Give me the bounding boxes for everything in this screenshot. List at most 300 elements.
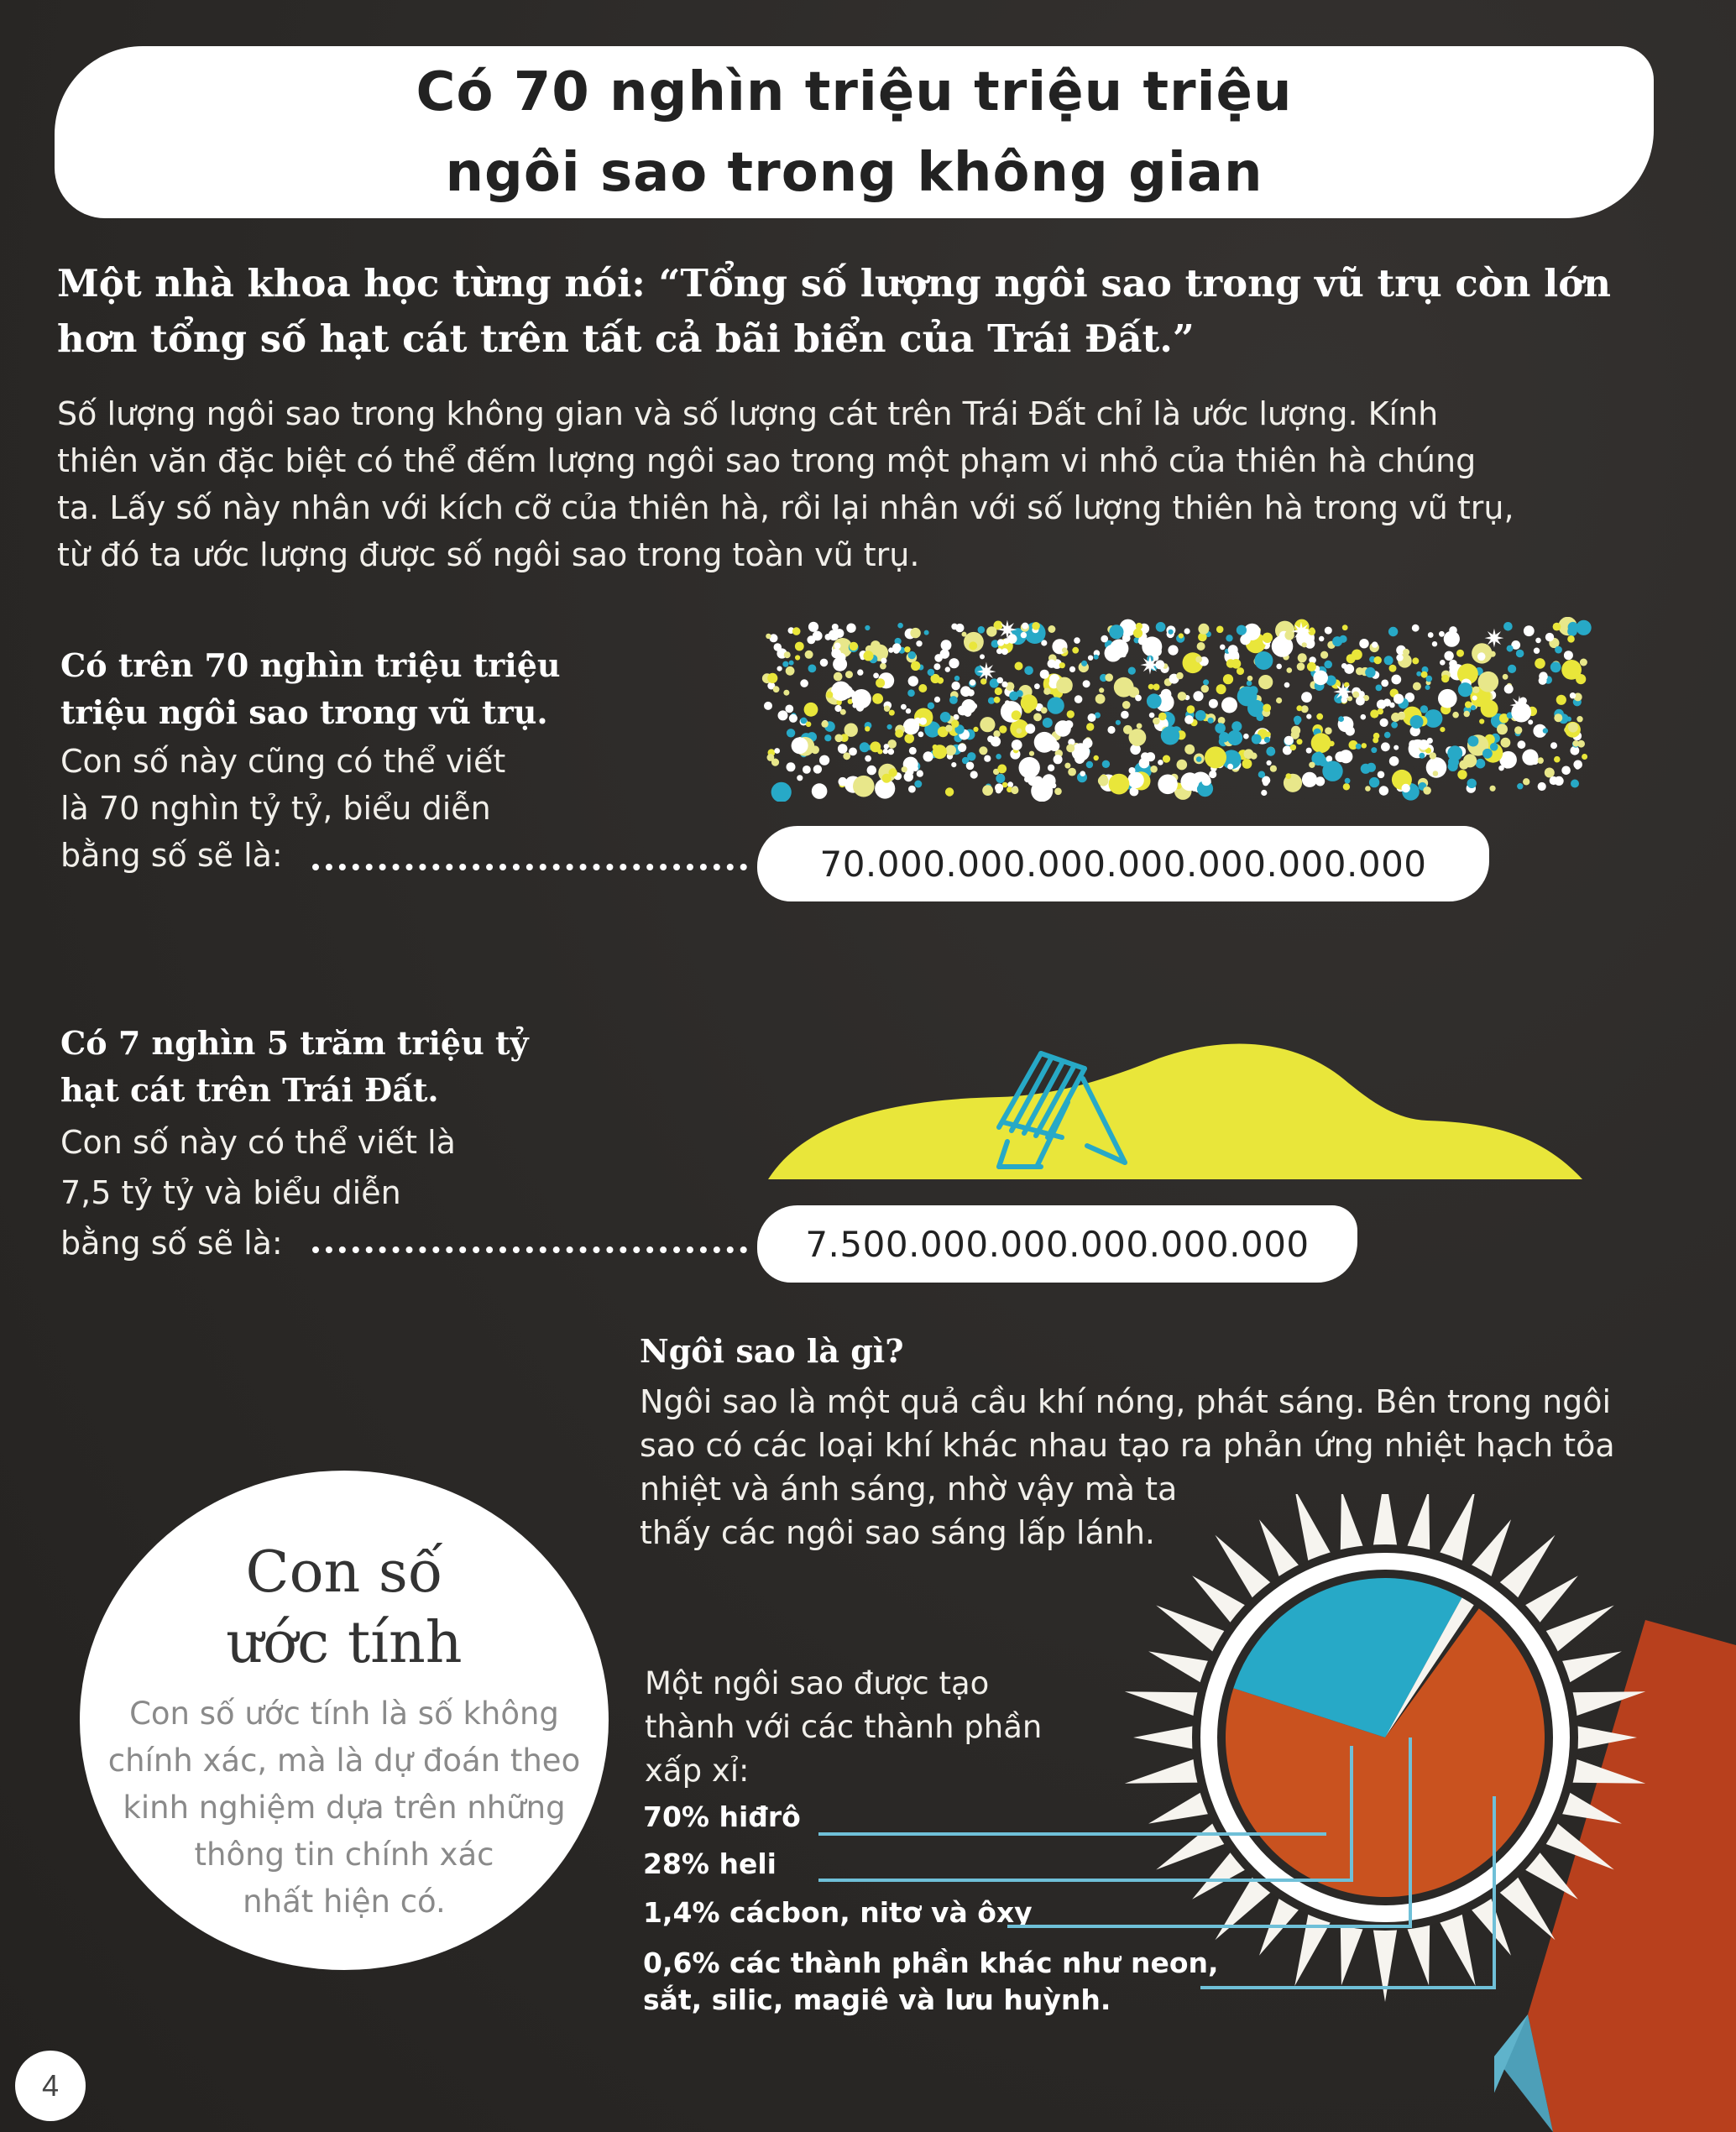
star-dot [1227, 764, 1233, 770]
star-dot [1374, 656, 1382, 664]
star-dot [1080, 771, 1085, 776]
estimate-line-4: thông tin chính xác [194, 1837, 494, 1873]
intro-line-1: Số lượng ngôi sao trong không gian và số lượng cát trên Trái Đất chỉ là ước lượng. Kính [57, 395, 1439, 432]
star-dot [1114, 677, 1134, 698]
star-dot [1110, 640, 1128, 658]
star-dot [1147, 693, 1162, 708]
star-dot [1179, 633, 1184, 638]
star-dot [1250, 753, 1257, 760]
star-dot [958, 744, 966, 752]
stars-block [60, 642, 581, 879]
star-dot [918, 731, 924, 737]
star-dot [1464, 711, 1470, 717]
star-dot [1287, 667, 1293, 673]
star-dot [1396, 654, 1403, 661]
star-dot [1572, 740, 1579, 747]
star-dot [994, 697, 1001, 703]
star-dot [873, 673, 879, 679]
star-dot [1545, 768, 1555, 778]
sparkle-star-icon: ✷ [1332, 678, 1354, 707]
star-dot [970, 771, 978, 778]
star-dot [1452, 712, 1459, 719]
star-dot [1184, 715, 1194, 724]
star-dot [1561, 766, 1571, 776]
star-dot [923, 751, 933, 761]
star-dot [808, 665, 817, 673]
star-dot [1193, 691, 1203, 701]
star-dot [1472, 687, 1479, 693]
star-dot [1389, 665, 1397, 672]
star-dot [1054, 755, 1063, 764]
star-dot [940, 712, 951, 723]
star-dot [801, 718, 808, 724]
star-dot [1196, 756, 1202, 762]
star-dot [849, 748, 857, 756]
star-dot [1054, 788, 1062, 796]
star-dot [962, 632, 967, 637]
star-dot [773, 686, 780, 692]
star-dot [1319, 636, 1324, 641]
star-dot [1297, 739, 1303, 745]
star-dot [1297, 662, 1305, 671]
stars-number-pill [757, 826, 1489, 901]
star-dot [1306, 714, 1311, 719]
star-dot [917, 770, 923, 776]
star-dot [1503, 674, 1509, 680]
star-dot [1290, 745, 1296, 750]
composition-intro-3: xấp xỉ: [645, 1753, 750, 1789]
star-dot [941, 640, 952, 651]
star-dot [904, 646, 910, 652]
star-dot [1356, 744, 1362, 750]
star-dot [852, 689, 871, 708]
star-dot [1517, 783, 1523, 789]
star-dot [766, 634, 771, 639]
star-dot [1122, 701, 1131, 709]
sand-block [60, 1020, 581, 1268]
star-dot [1176, 672, 1183, 679]
star-dot [1169, 630, 1174, 635]
composition-intro-2: thành với các thành phần [645, 1709, 1043, 1745]
star-dot [777, 666, 782, 671]
star-dot [1041, 707, 1048, 713]
star-dot [1501, 738, 1511, 748]
star-dot [1550, 661, 1561, 672]
star-dot [888, 749, 895, 755]
star-dot [786, 666, 795, 676]
star-dot [1284, 682, 1290, 688]
star-dot [1088, 713, 1096, 722]
star-dot [1023, 704, 1033, 713]
star-dot [1503, 622, 1513, 631]
star-dot [1242, 759, 1252, 769]
star-dot [1116, 720, 1121, 725]
star-dot [1231, 721, 1242, 731]
star-dot [771, 782, 792, 802]
star-dot [853, 776, 875, 797]
star-dot [1320, 651, 1328, 659]
star-dot [1216, 626, 1224, 634]
star-dot [784, 651, 791, 658]
star-dot [1043, 718, 1053, 728]
star-dot [1150, 766, 1158, 773]
star-dot [1356, 667, 1363, 675]
star-dot [1535, 638, 1541, 644]
star-dot [1266, 747, 1275, 756]
star-dot [1015, 662, 1023, 671]
star-dot [867, 766, 876, 775]
star-dot [1094, 655, 1099, 660]
star-dot [1447, 745, 1462, 760]
star-dot [1043, 688, 1050, 695]
star-dot [887, 739, 897, 749]
star-dot [1412, 657, 1419, 664]
star-dot [1237, 667, 1244, 675]
composition-hydrogen: 70% hiđrô [643, 1800, 801, 1833]
star-dot [1025, 724, 1035, 734]
star-dot [1139, 758, 1150, 769]
star-dot [1261, 790, 1267, 796]
star-dot [1394, 694, 1404, 704]
star-dot [911, 661, 920, 671]
star-dot [1276, 698, 1282, 703]
star-dot [1099, 687, 1104, 692]
star-dot [1098, 776, 1109, 786]
star-dot [1381, 680, 1388, 687]
star-dot [1378, 771, 1385, 779]
star-dot [902, 766, 907, 772]
star-dot [1384, 656, 1394, 665]
star-dot [1534, 648, 1540, 654]
sparkle-star-icon: ✷ [996, 617, 1018, 645]
star-dot [960, 686, 971, 697]
star-dot [821, 720, 828, 727]
star-dot [1441, 675, 1449, 682]
star-dot [1203, 679, 1209, 685]
star-dot [889, 710, 895, 716]
sand-heading-2: hạt cát trên Trái Đất. [60, 1071, 439, 1109]
star-dot [1032, 622, 1040, 630]
composition-other-2: sắt, silic, magiê và lưu huỳnh. [643, 1983, 1111, 2016]
star-dot [1302, 772, 1317, 787]
star-dot [1209, 771, 1216, 778]
star-dot [1307, 662, 1316, 671]
star-dot [1195, 710, 1206, 721]
star-dot [1267, 760, 1272, 766]
star-dot [1226, 659, 1236, 668]
star-dot [1263, 704, 1271, 713]
star-dot [916, 640, 922, 646]
star-dot [934, 697, 940, 703]
star-def-heading: Ngôi sao là gì? [640, 1332, 904, 1370]
star-dot [1158, 713, 1167, 721]
star-dot [1109, 774, 1130, 795]
star-dot [908, 651, 916, 659]
star-dot [945, 724, 952, 731]
star-dot [785, 705, 793, 713]
star-dot [783, 690, 789, 696]
estimate-callout [80, 1471, 609, 1970]
star-dot [1161, 689, 1172, 700]
star-dot [1423, 786, 1431, 795]
star-dot [1081, 661, 1087, 666]
star-dot [1384, 732, 1391, 739]
estimate-title [80, 1538, 609, 1679]
star-dot [933, 745, 947, 759]
star-dot [1215, 723, 1226, 734]
star-dot [1338, 716, 1344, 722]
star-dot [865, 755, 871, 762]
sparkle-star-icon: ✷ [975, 658, 997, 687]
star-dot [1121, 711, 1129, 719]
star-dot [1568, 723, 1578, 733]
star-dot [1490, 786, 1496, 792]
estimate-text [88, 1690, 600, 1926]
star-dot [986, 626, 996, 636]
star-dot [1062, 647, 1067, 652]
star-dot [1420, 705, 1428, 713]
star-dot [1432, 641, 1437, 646]
star-dot [1059, 662, 1065, 668]
star-dot [1440, 660, 1446, 666]
star-dot [1184, 745, 1195, 755]
star-dot [1477, 652, 1485, 660]
star-dot [1490, 743, 1498, 751]
star-dot [1380, 719, 1388, 727]
star-def-line-1: Ngôi sao là một quả cầu khí nóng, phát sáng. Bên trong ngôi [640, 1383, 1612, 1420]
estimate-line-2: chính xác, mà là dự đoán theo [107, 1743, 581, 1779]
star-dot [1388, 627, 1398, 636]
star-dot [1184, 628, 1190, 634]
star-dot [1001, 682, 1007, 687]
star-dot [1524, 625, 1535, 636]
star-dot [1247, 681, 1252, 687]
star-dot [789, 661, 794, 666]
star-dot [969, 641, 977, 650]
stars-leader-dots [312, 864, 747, 870]
star-dot [1467, 736, 1478, 747]
star-dot [897, 623, 903, 629]
star-dot [1198, 624, 1209, 635]
sand-dune [768, 1044, 1582, 1179]
star-dot [792, 737, 808, 754]
star-dot [1545, 633, 1554, 641]
sparkle-star-icon: ✷ [1139, 651, 1161, 680]
star-dot [1088, 656, 1093, 661]
star-dot [982, 785, 993, 796]
star-dot [971, 703, 977, 709]
star-dot [1201, 685, 1209, 692]
star-dot [973, 727, 978, 732]
star-dot [1381, 742, 1390, 751]
star-dot [1539, 677, 1547, 685]
star-dot [958, 705, 968, 715]
star-dot [1456, 650, 1464, 657]
star-dot [1369, 777, 1379, 787]
star-dot [1367, 763, 1376, 772]
star-dot [1556, 695, 1566, 705]
estimate-line-1: Con số ước tính là số không [129, 1696, 559, 1732]
star-dot [904, 734, 914, 744]
star-dot [1148, 684, 1154, 690]
star-dot [1582, 754, 1587, 760]
star-dot [1373, 733, 1380, 739]
star-dot [1216, 684, 1226, 694]
star-dot [1567, 635, 1575, 643]
stars-text-3: bằng số sẽ là: [60, 837, 283, 874]
star-dot [888, 647, 893, 652]
star-dot [1566, 717, 1571, 722]
star-dot [834, 734, 843, 743]
estimate-line-3: kinh nghiệm dựa trên những [123, 1790, 566, 1826]
star-dot [787, 762, 796, 771]
star-dot [1237, 687, 1258, 707]
star-dot [1276, 664, 1282, 670]
star-dot [1158, 760, 1163, 766]
star-dot [1153, 684, 1160, 691]
star-dot [795, 655, 800, 660]
star-dot [880, 663, 886, 670]
star-dot [1163, 755, 1170, 763]
star-dot [1518, 740, 1526, 749]
star-dot [1009, 692, 1018, 701]
star-dot [1352, 650, 1362, 661]
star-dot [1575, 764, 1581, 770]
star-dot [782, 661, 788, 667]
star-dot [1416, 671, 1421, 677]
lead-quote [57, 256, 1635, 367]
star-dot [995, 687, 1002, 695]
intro-line-3: ta. Lấy số này nhân với kích cỡ của thiên hà, rồi lại nhân với số lượng thiên hà trong vũ trụ, [57, 489, 1514, 526]
star-dot [1012, 739, 1022, 750]
star-dot [945, 745, 956, 756]
star-dot [800, 679, 808, 687]
star-dot [955, 624, 964, 632]
composition-intro-1: Một ngôi sao được tạo [645, 1665, 990, 1701]
star-dot [834, 672, 843, 682]
star-dot [1391, 713, 1400, 722]
star-dot [1136, 623, 1143, 630]
star-dot [1128, 667, 1136, 675]
star-dot [1263, 780, 1268, 786]
star-dot [906, 708, 911, 713]
star-dot [997, 677, 1004, 684]
star-dot [1467, 779, 1477, 788]
star-dot [999, 725, 1007, 733]
star-dot [909, 747, 917, 755]
star-dot [803, 766, 811, 774]
star-dot [1571, 780, 1579, 788]
star-dot [1378, 708, 1383, 714]
title-banner [55, 46, 1654, 218]
star-dot [1086, 723, 1094, 730]
star-dot [1550, 776, 1558, 785]
star-dot [1298, 653, 1307, 662]
star-dot [1221, 698, 1237, 713]
star-dot [901, 704, 907, 710]
star-dot [1577, 620, 1592, 635]
star-dot [1383, 698, 1391, 706]
sand-text-1: Con số này có thể viết là [60, 1124, 456, 1161]
star-dot [1220, 645, 1226, 651]
star-dot [1156, 622, 1166, 632]
star-dot [1072, 647, 1079, 654]
star-dot [863, 651, 873, 661]
star-dot [996, 774, 1005, 783]
star-dot [979, 746, 987, 755]
star-dot [1459, 760, 1468, 770]
sparkle-star-icon: ✷ [1290, 618, 1312, 646]
star-dot [876, 678, 885, 687]
star-dot [1180, 772, 1199, 791]
star-dot [1481, 700, 1498, 718]
star-dot [1472, 696, 1477, 701]
star-dot [945, 666, 950, 671]
intro-line-2: thiên văn đặc biệt có thể đếm lượng ngôi sao trong một phạm vi nhỏ của thiên hà chúng [57, 442, 1477, 479]
star-dot [1413, 682, 1421, 691]
star-dot [1362, 743, 1367, 748]
star-dot [1149, 713, 1155, 719]
sparkle-star-icon: ✷ [1509, 692, 1530, 720]
star-dot [1402, 784, 1410, 792]
star-dot [1034, 683, 1040, 689]
star-dot [1324, 661, 1332, 669]
star-dot [1086, 761, 1093, 768]
star-dot [1394, 745, 1399, 750]
star-dot [945, 787, 954, 796]
star-dot [877, 749, 882, 754]
star-dot [1048, 625, 1055, 633]
star-dot [1296, 705, 1302, 711]
star-dot [951, 762, 956, 767]
star-dot [1066, 744, 1075, 752]
star-dot [1580, 659, 1587, 666]
star-dot [1158, 775, 1178, 795]
star-dot [1376, 685, 1383, 692]
star-dot [1107, 726, 1115, 734]
star-dot [937, 677, 944, 684]
star-dot [797, 775, 803, 781]
star-dot [1187, 705, 1195, 713]
star-dot [1168, 645, 1178, 656]
star-dot [1064, 720, 1073, 729]
star-dot [949, 696, 958, 704]
star-dot [872, 693, 883, 704]
star-dot [1047, 697, 1064, 713]
star-dot [1069, 666, 1075, 672]
star-dot [1430, 752, 1436, 759]
star-dot [1001, 648, 1008, 655]
star-dot [1083, 680, 1090, 687]
star-dot [861, 746, 867, 752]
stars-text-1: Con số này cũng có thể viết [60, 743, 506, 780]
star-dot [949, 658, 959, 668]
star-dot [1458, 682, 1472, 697]
star-dot [812, 783, 828, 799]
star-dot [1507, 645, 1514, 652]
star-dot [1372, 641, 1378, 647]
star-dot [1433, 771, 1439, 776]
star-dot [1428, 632, 1434, 638]
star-dot [1325, 627, 1332, 635]
star-dot [833, 657, 847, 671]
star-dot [1419, 739, 1429, 750]
star-dot [1021, 632, 1027, 638]
star-dot [928, 669, 935, 677]
star-dot [895, 729, 903, 738]
star-dot [795, 642, 804, 651]
starfield-illustration [756, 617, 1595, 802]
